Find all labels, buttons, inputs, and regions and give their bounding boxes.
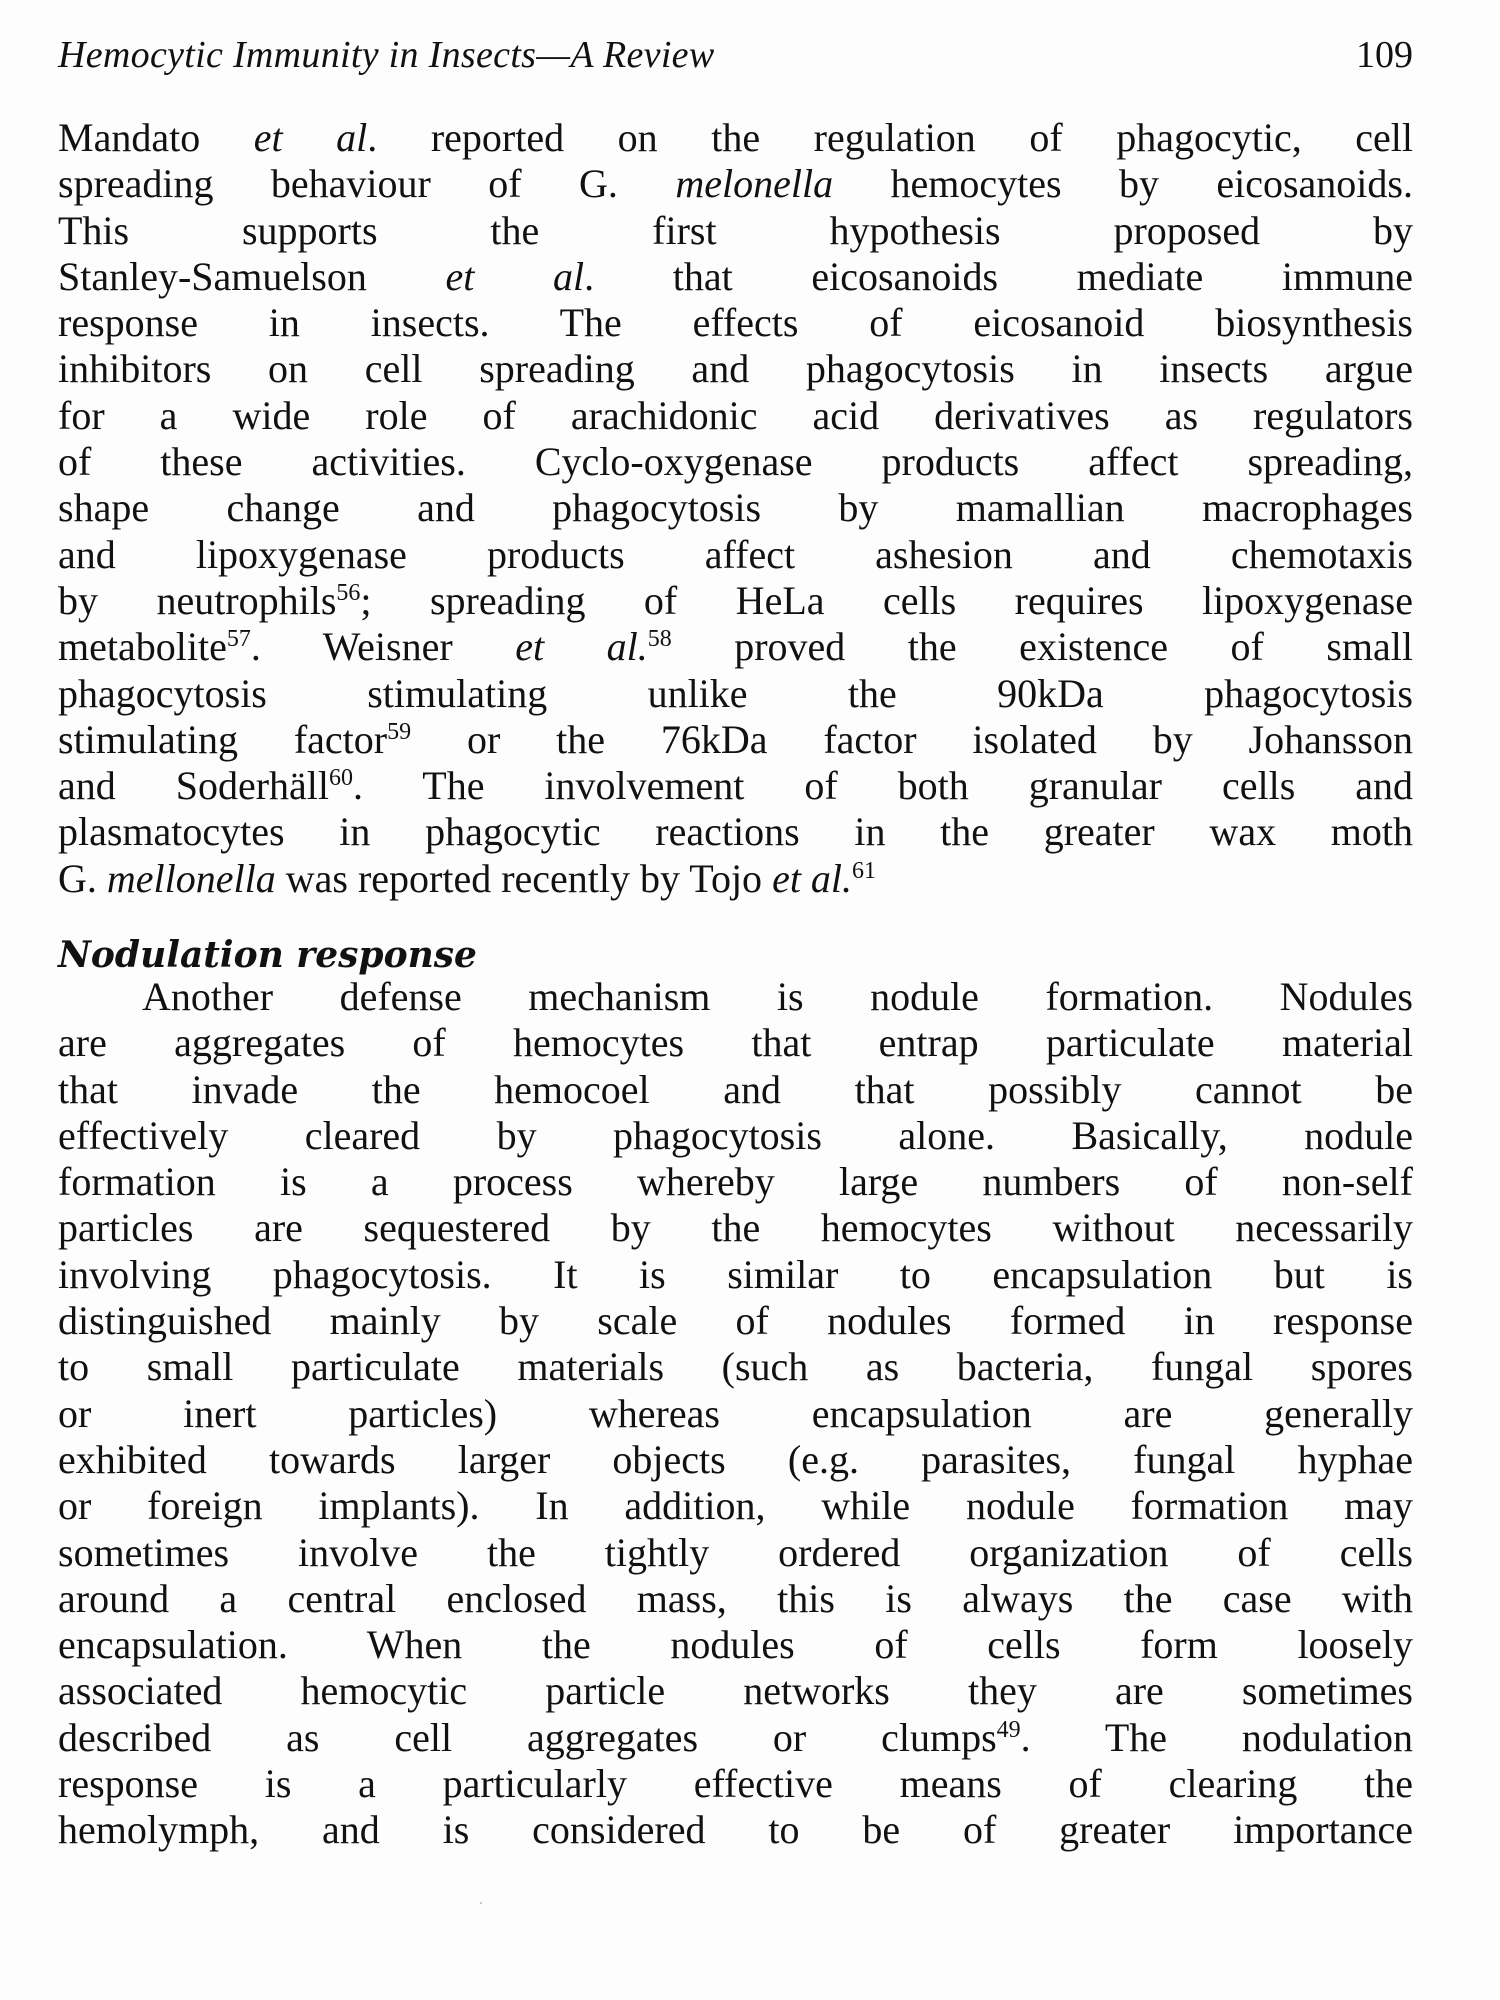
- text-run: . reported on the regulation of phagocytic, cell: [367, 115, 1414, 160]
- text-line: [58, 300, 1413, 346]
- text-line: [58, 1067, 1413, 1113]
- text-run: metabolite: [58, 624, 227, 670]
- text-line: [58, 1020, 1413, 1066]
- text-run: shape change and phagocytosis by mamallian macrophages: [58, 485, 1413, 531]
- text-run: plasmatocytes in phagocytic reactions in the greater wax moth: [58, 809, 1413, 855]
- text-run: described as cell aggregates or clumps: [58, 1714, 997, 1760]
- text-line: [58, 624, 1413, 670]
- text-line: [58, 1205, 1413, 1251]
- citation-reference: 60: [329, 765, 354, 792]
- text-run: involving phagocytosis. It is similar to encapsulation but is: [58, 1251, 1413, 1297]
- text-run: around a central enclosed mass, this is always the case with: [58, 1575, 1413, 1621]
- citation-reference: 59: [387, 718, 412, 745]
- text-line: [58, 1391, 1413, 1437]
- text-run: are aggregates of hemocytes that entrap particulate material: [58, 1020, 1413, 1066]
- text-run: This supports the first hypothesis proposed by: [58, 207, 1413, 253]
- text-run: by neutrophils: [58, 577, 337, 623]
- text-run: phagocytosis stimulating unlike the 90kDa phagocytosis: [58, 670, 1413, 716]
- italic-text: melonella: [675, 161, 834, 207]
- text-line: [58, 809, 1413, 855]
- text-line: [58, 1622, 1413, 1668]
- text-run: . The involvement of both granular cells and: [353, 763, 1413, 809]
- text-run: Stanley-Samuelson: [58, 253, 446, 299]
- text-run: was reported recently by Tojo: [275, 855, 773, 901]
- text-line: [58, 974, 1413, 1020]
- text-line: [58, 439, 1413, 485]
- text-run: stimulating factor: [58, 716, 388, 762]
- text-line: [58, 1483, 1413, 1529]
- italic-text: et al.: [772, 855, 853, 901]
- text-run: G.: [58, 855, 107, 901]
- text-line: [58, 1113, 1413, 1159]
- text-run: of these activities. Cyclo-oxygenase products affect spreading,: [58, 439, 1413, 485]
- text-run: sometimes involve the tightly ordered organization of cells: [58, 1529, 1413, 1575]
- text-run: and lipoxygenase products affect ashesion and chemotaxis: [58, 531, 1413, 577]
- text-run: inhibitors on cell spreading and phagocytosis in insects argue: [58, 346, 1413, 392]
- text-run: response in insects. The effects of eicosanoid biosynthesis: [58, 300, 1413, 346]
- text-line: [58, 1761, 1413, 1807]
- text-line: [58, 763, 1413, 809]
- text-run: . that eicosanoids mediate immune: [584, 253, 1413, 299]
- text-run: . The nodulation: [1020, 1714, 1413, 1760]
- citation-reference: 58: [647, 626, 672, 653]
- text-run: to small particulate materials (such as bacteria, fungal spores: [58, 1344, 1413, 1390]
- italic-text: et al: [445, 253, 585, 299]
- text-line: [58, 1530, 1413, 1576]
- text-line: [58, 532, 1413, 578]
- text-line: [58, 1437, 1413, 1483]
- text-line: [58, 1715, 1413, 1761]
- text-run: or inert particles) whereas encapsulation are generally: [58, 1390, 1413, 1436]
- text-line: [58, 254, 1413, 300]
- text-run: response is a particularly effective means of clearing the: [58, 1761, 1413, 1807]
- text-run: particles are sequestered by the hemocytes without necessarily: [58, 1205, 1413, 1251]
- text-run: effectively cleared by phagocytosis alone. Basically, nodule: [58, 1112, 1413, 1158]
- text-run: Mandato: [58, 115, 254, 160]
- citation-reference: 49: [996, 1716, 1021, 1743]
- text-line: [58, 208, 1413, 254]
- text-line: [58, 578, 1413, 624]
- paragraph-phagocytosis: [58, 115, 1413, 902]
- text-run: exhibited towards larger objects (e.g. parasites, fungal hyphae: [58, 1436, 1413, 1482]
- text-run: associated hemocytic particle networks they are sometimes: [58, 1668, 1413, 1714]
- text-run: spreading behaviour of G.: [58, 161, 676, 207]
- text-run: . Weisner: [250, 624, 516, 670]
- text-line: [58, 346, 1413, 392]
- text-line: [58, 1576, 1413, 1622]
- text-line: [58, 1159, 1413, 1205]
- citation-reference: 57: [226, 626, 251, 653]
- text-line: [58, 1344, 1413, 1390]
- running-header: [58, 30, 1413, 80]
- text-run: or the 76kDa factor isolated by Johansson: [411, 716, 1413, 762]
- text-line: [58, 671, 1413, 717]
- text-line: [58, 485, 1413, 531]
- text-run: hemolymph, and is considered to be of greater importance: [58, 1807, 1413, 1853]
- text-run: proved the existence of small: [671, 624, 1414, 670]
- text-run: that invade the hemocoel and that possibly cannot be: [58, 1066, 1413, 1112]
- running-head-title: Hemocytic Immunity in Insects—A Review: [58, 34, 715, 76]
- text-run: distinguished mainly by scale of nodules formed in response: [58, 1298, 1413, 1344]
- text-line: [58, 115, 1413, 161]
- text-run: for a wide role of arachidonic acid derivatives as regulators: [58, 392, 1413, 438]
- citation-reference: 56: [336, 579, 361, 606]
- text-line: [58, 1298, 1413, 1344]
- italic-text: mellonella: [106, 855, 276, 901]
- italic-text: et al: [253, 115, 368, 160]
- text-run: Another defense mechanism is nodule formation. Nodules: [142, 974, 1413, 1019]
- citation-reference: 61: [852, 857, 877, 884]
- page-number: 109: [1356, 34, 1413, 76]
- text-run: ; spreading of HeLa cells requires lipoxygenase: [360, 577, 1413, 623]
- text-line: [58, 856, 1413, 902]
- paragraph-nodulation: [58, 974, 1413, 1854]
- section-heading-nodulation: Nodulation response: [58, 934, 477, 976]
- text-line: [58, 1807, 1413, 1853]
- text-run: hemocytes by eicosanoids.: [833, 161, 1413, 207]
- text-run: or foreign implants). In addition, while nodule formation may: [58, 1483, 1413, 1529]
- scan-speck: [480, 1902, 482, 1904]
- text-line: [58, 393, 1413, 439]
- text-run: formation is a process whereby large numbers of non-self: [58, 1159, 1413, 1205]
- text-line: [58, 1668, 1413, 1714]
- text-line: [58, 1252, 1413, 1298]
- italic-text: et al.: [515, 624, 648, 670]
- text-run: and Soderhäll: [58, 763, 330, 809]
- text-line: [58, 161, 1413, 207]
- text-run: encapsulation. When the nodules of cells form loosely: [58, 1622, 1413, 1668]
- text-line: [58, 717, 1413, 763]
